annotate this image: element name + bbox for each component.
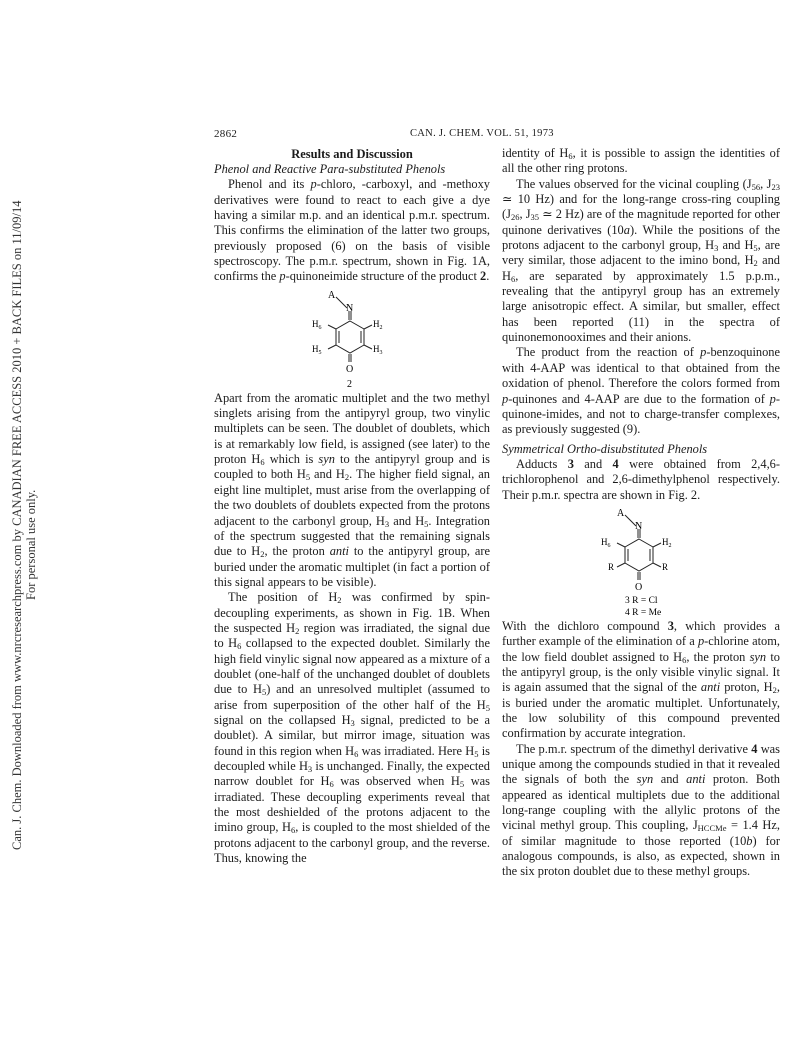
atom-H2: $H_2$ [373,318,383,331]
download-notice-line2: For personal use only. [24,489,38,600]
structure-2-diagram [292,289,412,389]
atom-N: N [346,302,354,314]
atom-A: A [617,507,625,519]
right-column [502,146,780,880]
download-notice-line1: Can. J. Chem. Downloaded from www.nrcresearchpress.com by CANADIAN FREE ACCESS 2010 + BACK FILES on 11/09/14 [10,200,24,850]
side-download-notice [8,160,48,850]
atom-H5: $H_5$ [312,343,322,356]
structure-3-4-diagram [581,507,701,617]
running-header [214,128,786,144]
page-number: 2862 [214,128,238,140]
paragraph-dimethyl: The p.m.r. spectrum of the dimethyl derivative 4 was unique among the compounds studied in that it revealed the signals of both the syn and anti proton. Both appeared as identical multiplets due to the additional long-range coupling with the allylic protons of the vicinal methyl group. This coupling, $J_{HCCMe} = 1.4$ Hz, of similar magnitude to those reported (10b) for analogous compounds, is also, as expected, shown in the six proton doublet due to these methyl groups. [502,741,781,879]
subsection-title-phenols: Phenol and Reactive Para-substituted Phenols [214,162,446,176]
atom-O: O [635,581,643,593]
atom-N: N [635,520,643,532]
atom-H3: $H_3$ [373,343,383,356]
paragraph-identity: identity of $H_6$, it is possible to assign the identities of all the other ring protons. [502,146,781,176]
structure-caption-4: 4 R = Me [625,607,662,617]
paragraph-dichloro: With the dichloro compound 3, which provides a further example of the elimination of a p-chlorine atom, the low field doublet assigned to $H_6$, the proton syn to the antipyryl group, is the only visible vinylic signal. It is again assumed that the signal of the anti proton, $H_2$, is buried under the aromatic multiplet. Unfortunately, the low solubility of this compound prevented confirmation by accurate integration. [502,618,780,741]
atom-R-left: R [608,561,615,572]
atom-O: O [346,363,354,375]
paragraph-adducts: Adducts 3 and 4 were obtained from 2,4,6-trichlorophenol and 2,6-dimethylphenol respectively. Their p.m.r. spectra are shown in Fig. 2. [502,456,780,502]
paragraph-coupling: The values observed for the vicinal coupling ($J_{56}$, $J_{23}$ ≃ 10 Hz) and for the long-range cross-ring coupling ($J_{26}$, $J_{35}$ ≃ 2 Hz) are of the magnitude reported for other quinone derivatives (10a). While the positions of the protons adjacent to the carbonyl group, $H_3$ and $H_5$, are very similar, those adjacent to the imino bond, $H_2$ and $H_6$, are separated by approximately 1.5 p.p.m., revealing that the antipyryl group has an extremely large anisotropic effect. A similar, but smaller, effect has been reported (11) in the spectra of quinonemonooximes and their anions. [502,176,780,345]
atom-R-right: R [662,561,669,572]
paragraph-benzoquinone: The product from the reaction of p-benzoquinone with 4-AAP was identical to that obtained from the oxidation of phenol. Therefore the colors formed from p-quinones and 4-AAP are due to the formation of p-quinone-imides, and not to charge-transfer complexes, as previously suggested (9). [502,345,780,437]
left-column [214,146,490,866]
paragraph-multiplets: Apart from the aromatic multiplet and the two methyl singlets arising from the antipyryl group, two vinylic multiplets can be seen. The doublet of doublets, which is at remarkably low field, is assigned (see later) to the proton $H_6$ which is syn to the antipyryl group and is coupled to both $H_5$ and $H_2$. The higher field signal, an eight line multiplet, must arise from the overlapping of the two doublets of doublets expected from the protons adjacent to the carbonyl group, $H_3$ and $H_5$. Integration of the spectrum suggested that the remaining signals due to $H_2$, the proton anti to the antipyryl group, are buried under the aromatic multiplet (in fact a portion of this signal appears to be visible). [214,390,490,589]
paragraph-phenol: Phenol and its p-chloro, -carboxyl, and -methoxy derivatives were found to react to each give a dye having a similar m.p. and an identical p.m.r. spectrum. This confirms the elimination of the latter two groups, previously proposed (6) on the basis of visible spectroscopy. The p.m.r. spectrum, shown in Fig. 1A, confirms the p-quinoneimide structure of the product 2. [214,177,491,284]
section-title: Results and Discussion [291,147,413,161]
structure-caption-3: 3 R = Cl [625,595,658,606]
paragraph-decoupling: The position of $H_2$ was confirmed by spin-decoupling experiments, as shown in Fig. 1B. When the suspected $H_2$ region was irradiated, the signal due to $H_6$ collapsed to the expected doublet. Similarly the high field vinylic signal now appeared as a mixture of a doublet (one-half of the unchanged doublet of doublets due to $H_5$) and an unresolved multiplet (assumed to arise from superposition of the other half of the $H_5$ signal on the collapsed $H_3$ signal, predicted to be a doublet). A similar, but mirror image, situation was found in this region when $H_6$ was irradiated. Here $H_5$ is decoupled while $H_3$ is unchanged. Finally, the expected narrow doublet for $H_6$ was observed when $H_5$ was irradiated. These decoupling experiments reveal that the most deshielded of the protons adjacent to the imino group, $H_6$, is coupled to the most shielded of the protons adjacent to the carbonyl group, and the reverse. Thus, knowing the [214,590,491,866]
subsection-title-ortho: Symmetrical Ortho-disubstituted Phenols [502,441,708,456]
atom-H2: $H_2$ [662,536,672,549]
journal-citation: CAN. J. CHEM. VOL. 51, 1973 [410,128,554,139]
atom-H6: $H_6$ [601,536,611,549]
atom-H6: $H_6$ [312,318,322,331]
atom-A: A [328,289,336,301]
structure-label-2: 2 [347,378,352,389]
